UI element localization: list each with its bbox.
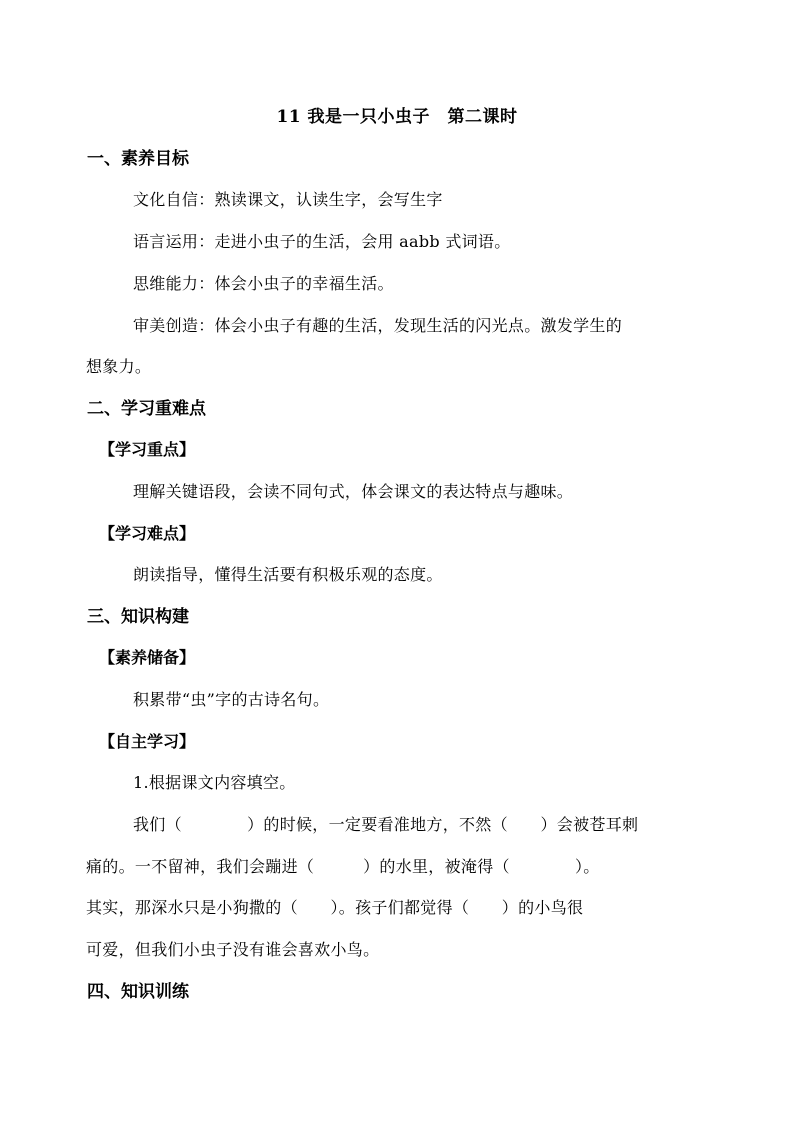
section-heading-practice: 四、知识训练 <box>87 982 189 1002</box>
difficulty-text: 朗读指导，懂得生活要有积极乐观的态度。 <box>133 565 443 584</box>
preparation-text: 积累带“虫”字的古诗名句。 <box>133 690 330 709</box>
goal-aesthetic-continued: 想象力。 <box>86 357 152 376</box>
goal-language: 语言运用：走进小虫子的生活，会用 aabb 式词语。 <box>133 232 511 251</box>
fill-blank-line-4: 可爱，但我们小虫子没有谁会喜欢小鸟。 <box>86 940 380 959</box>
label-difficulty: 【学习难点】 <box>99 524 196 543</box>
section-heading-knowledge: 三、知识构建 <box>87 607 189 627</box>
section-heading-goals: 一、素养目标 <box>87 149 189 169</box>
goal-aesthetic: 审美创造：体会小虫子有趣的生活，发现生活的闪光点。激发学生的 <box>133 316 623 335</box>
fill-blank-line-1: 我们（ ）的时候，一定要看准地方，不然（ ）会被苍耳刺 <box>133 815 639 834</box>
task-instruction: 1.根据课文内容填空。 <box>133 773 296 792</box>
document-title: 11 我是一只小虫子 第二课时 <box>276 107 518 127</box>
goal-culture: 文化自信：熟读课文，认读生字，会写生字 <box>133 190 443 209</box>
fill-blank-line-3: 其实，那深水只是小狗撒的（ ）。孩子们都觉得（ ）的小鸟很 <box>86 898 584 917</box>
goal-thinking: 思维能力：体会小虫子的幸福生活。 <box>133 274 394 293</box>
key-point-text: 理解关键语段，会读不同句式，体会课文的表达特点与趣味。 <box>133 482 574 501</box>
label-self-study: 【自主学习】 <box>99 732 196 751</box>
fill-blank-line-2: 痛的。一不留神，我们会蹦进（ ）的水里，被淹得（ ）。 <box>86 857 600 876</box>
label-key-point: 【学习重点】 <box>99 440 196 459</box>
section-heading-key-points: 二、学习重难点 <box>87 399 206 419</box>
label-preparation: 【素养储备】 <box>99 648 196 667</box>
